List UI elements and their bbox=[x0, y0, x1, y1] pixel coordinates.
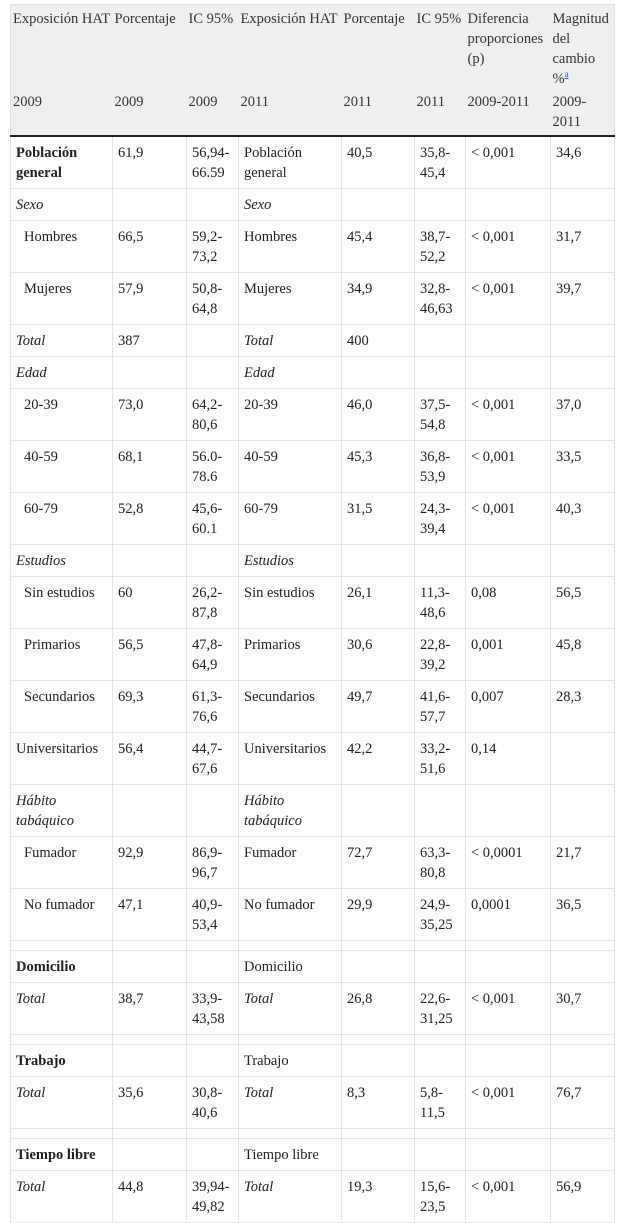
table-cell: Primarios bbox=[11, 629, 113, 681]
table-cell: 56,5 bbox=[551, 577, 615, 629]
table-cell: 61,3-76,6 bbox=[187, 681, 239, 733]
table-row bbox=[11, 357, 615, 389]
table-cell: 42,2 bbox=[342, 733, 415, 785]
table-cell: 41,6-57,7 bbox=[415, 681, 466, 733]
table-cell: 35,8-45,4 bbox=[415, 136, 466, 189]
table-cell: 36,8-53,9 bbox=[415, 441, 466, 493]
table-cell: Fumador bbox=[239, 837, 342, 889]
header-cell: IC 95% bbox=[187, 5, 239, 93]
table-cell: 56,5 bbox=[113, 629, 187, 681]
table-cell: 38,7 bbox=[113, 983, 187, 1035]
table-cell: 15,6-23,5 bbox=[415, 1171, 466, 1223]
table-cell bbox=[551, 733, 615, 785]
table-cell: Mujeres bbox=[11, 273, 113, 325]
table-cell bbox=[551, 1045, 615, 1077]
header-year-cell: 2011 bbox=[342, 92, 415, 136]
table-cell bbox=[466, 1035, 551, 1045]
table-cell: < 0,001 bbox=[466, 389, 551, 441]
table-cell bbox=[415, 545, 466, 577]
table-cell bbox=[239, 941, 342, 951]
table-cell: Domicilio bbox=[239, 951, 342, 983]
table-cell bbox=[187, 1035, 239, 1045]
table-cell: 68,1 bbox=[113, 441, 187, 493]
table-cell: 72,7 bbox=[342, 837, 415, 889]
table-cell: < 0,0001 bbox=[466, 837, 551, 889]
table-cell: 30,6 bbox=[342, 629, 415, 681]
footnote-link[interactable]: a bbox=[564, 69, 569, 80]
table-cell bbox=[187, 357, 239, 389]
table-cell bbox=[187, 545, 239, 577]
table-cell bbox=[415, 325, 466, 357]
table-cell bbox=[551, 1129, 615, 1139]
table-cell: < 0,001 bbox=[466, 221, 551, 273]
header-row-labels bbox=[11, 5, 615, 93]
table-cell bbox=[342, 1045, 415, 1077]
table-row bbox=[11, 889, 615, 941]
table-row bbox=[11, 1139, 615, 1171]
header-cell-magnitude bbox=[551, 5, 615, 93]
table-cell: 56.0-78.6 bbox=[187, 441, 239, 493]
header-row-years bbox=[11, 92, 615, 136]
table-row bbox=[11, 681, 615, 733]
table-cell: < 0,001 bbox=[466, 1171, 551, 1223]
table-cell: Edad bbox=[11, 357, 113, 389]
table-cell bbox=[466, 941, 551, 951]
table-cell: 47,1 bbox=[113, 889, 187, 941]
table-cell bbox=[187, 1129, 239, 1139]
table-cell: 86,9-96,7 bbox=[187, 837, 239, 889]
table-cell: 45,3 bbox=[342, 441, 415, 493]
table-cell: Total bbox=[11, 983, 113, 1035]
table-cell bbox=[466, 357, 551, 389]
table-cell: Estudios bbox=[239, 545, 342, 577]
table-row bbox=[11, 545, 615, 577]
table-cell bbox=[113, 785, 187, 837]
table-row bbox=[11, 837, 615, 889]
table-cell: 40-59 bbox=[239, 441, 342, 493]
table-cell bbox=[342, 189, 415, 221]
table-cell: 40-59 bbox=[11, 441, 113, 493]
table-cell: 40,9-53,4 bbox=[187, 889, 239, 941]
table-cell: 400 bbox=[342, 325, 415, 357]
table-cell: 64,2-80,6 bbox=[187, 389, 239, 441]
table-cell: 31,5 bbox=[342, 493, 415, 545]
table-row bbox=[11, 136, 615, 189]
table-cell bbox=[551, 545, 615, 577]
table-cell: 34,9 bbox=[342, 273, 415, 325]
table-cell: 56,4 bbox=[113, 733, 187, 785]
table-cell bbox=[551, 325, 615, 357]
table-cell bbox=[551, 189, 615, 221]
table-cell: < 0,001 bbox=[466, 493, 551, 545]
table-cell bbox=[113, 951, 187, 983]
table-row bbox=[11, 577, 615, 629]
table-cell: 39,94-49,82 bbox=[187, 1171, 239, 1223]
table-cell: Total bbox=[11, 1077, 113, 1129]
table-cell bbox=[11, 1035, 113, 1045]
table-row bbox=[11, 273, 615, 325]
table-cell: Estudios bbox=[11, 545, 113, 577]
table-cell: 45,4 bbox=[342, 221, 415, 273]
table-cell: 61,9 bbox=[113, 136, 187, 189]
table-cell: Población general bbox=[239, 136, 342, 189]
table-cell: 0,001 bbox=[466, 629, 551, 681]
header-year-cell: 2009-2011 bbox=[466, 92, 551, 136]
header-year-cell: 2009-2011 bbox=[551, 92, 615, 136]
table-cell: 49,7 bbox=[342, 681, 415, 733]
table-cell: 46,0 bbox=[342, 389, 415, 441]
table-cell: 50,8-64,8 bbox=[187, 273, 239, 325]
table-cell bbox=[113, 1035, 187, 1045]
table-row bbox=[11, 493, 615, 545]
table-cell: 44,7-67,6 bbox=[187, 733, 239, 785]
table-cell: 73,0 bbox=[113, 389, 187, 441]
table-header bbox=[11, 5, 615, 137]
table-cell: < 0,001 bbox=[466, 273, 551, 325]
table-cell: Total bbox=[239, 983, 342, 1035]
table-cell: 37,5-54,8 bbox=[415, 389, 466, 441]
table-cell bbox=[342, 1129, 415, 1139]
table-cell: Hábito tabáquico bbox=[239, 785, 342, 837]
table-cell: 56,9 bbox=[551, 1171, 615, 1223]
header-year-cell: 2011 bbox=[239, 92, 342, 136]
table-cell bbox=[113, 357, 187, 389]
table-cell: 92,9 bbox=[113, 837, 187, 889]
table-cell: 19,3 bbox=[342, 1171, 415, 1223]
table-cell: 57,9 bbox=[113, 273, 187, 325]
table-cell: Fumador bbox=[11, 837, 113, 889]
table-cell bbox=[551, 941, 615, 951]
table-cell bbox=[113, 1139, 187, 1171]
table-cell bbox=[187, 951, 239, 983]
table-cell bbox=[113, 545, 187, 577]
table-cell: Hombres bbox=[239, 221, 342, 273]
table-cell: No fumador bbox=[239, 889, 342, 941]
table-cell bbox=[466, 1129, 551, 1139]
table-cell: 30,7 bbox=[551, 983, 615, 1035]
table-cell bbox=[466, 325, 551, 357]
table-cell: < 0,001 bbox=[466, 1077, 551, 1129]
table-cell: 36,5 bbox=[551, 889, 615, 941]
table-row bbox=[11, 441, 615, 493]
table-cell: 20-39 bbox=[239, 389, 342, 441]
table-cell: 26,1 bbox=[342, 577, 415, 629]
table-cell bbox=[342, 1035, 415, 1045]
table-cell: 0,0001 bbox=[466, 889, 551, 941]
table-cell bbox=[11, 941, 113, 951]
table-cell bbox=[342, 1139, 415, 1171]
table-cell: 33,5 bbox=[551, 441, 615, 493]
table-cell: 35,6 bbox=[113, 1077, 187, 1129]
table-cell: Primarios bbox=[239, 629, 342, 681]
table-cell: 33,2-51,6 bbox=[415, 733, 466, 785]
header-cell: IC 95% bbox=[415, 5, 466, 93]
table-cell bbox=[187, 941, 239, 951]
table-cell: Total bbox=[239, 325, 342, 357]
table-cell bbox=[113, 941, 187, 951]
table-row bbox=[11, 785, 615, 837]
table-cell: 44,8 bbox=[113, 1171, 187, 1223]
table-cell bbox=[466, 951, 551, 983]
table-cell: 52,8 bbox=[113, 493, 187, 545]
header-year-cell: 2011 bbox=[415, 92, 466, 136]
table-cell bbox=[239, 1129, 342, 1139]
table-row bbox=[11, 983, 615, 1035]
table-cell: 63,3-80,8 bbox=[415, 837, 466, 889]
table-cell: Total bbox=[11, 1171, 113, 1223]
table-cell bbox=[187, 1045, 239, 1077]
table-cell bbox=[187, 189, 239, 221]
table-cell: 8,3 bbox=[342, 1077, 415, 1129]
table-cell bbox=[415, 1045, 466, 1077]
table-cell bbox=[415, 1139, 466, 1171]
table-row bbox=[11, 1077, 615, 1129]
table-cell: Universitarios bbox=[11, 733, 113, 785]
table-cell: No fumador bbox=[11, 889, 113, 941]
table-cell: 31,7 bbox=[551, 221, 615, 273]
table-cell bbox=[415, 189, 466, 221]
spacer-row bbox=[11, 1129, 615, 1139]
table-cell: 45,6-60.1 bbox=[187, 493, 239, 545]
header-cell: Porcentaje bbox=[342, 5, 415, 93]
table-cell: 45,8 bbox=[551, 629, 615, 681]
table-cell bbox=[415, 785, 466, 837]
table-cell: 60 bbox=[113, 577, 187, 629]
table-cell: < 0,001 bbox=[466, 983, 551, 1035]
table-cell: 29,9 bbox=[342, 889, 415, 941]
table-cell bbox=[415, 941, 466, 951]
header-cell: Exposición HAT bbox=[11, 5, 113, 93]
table-row bbox=[11, 1045, 615, 1077]
table-cell bbox=[466, 1045, 551, 1077]
table-cell: < 0,001 bbox=[466, 441, 551, 493]
table-cell bbox=[11, 1129, 113, 1139]
table-cell: Domicilio bbox=[11, 951, 113, 983]
table-cell bbox=[187, 785, 239, 837]
table-cell: 21,7 bbox=[551, 837, 615, 889]
header-year-cell: 2009 bbox=[113, 92, 187, 136]
table-cell: 5,8-11,5 bbox=[415, 1077, 466, 1129]
table-cell: 69,3 bbox=[113, 681, 187, 733]
table-cell bbox=[415, 357, 466, 389]
table-cell: 0,007 bbox=[466, 681, 551, 733]
table-cell: Hábito tabáquico bbox=[11, 785, 113, 837]
table-cell: 34,6 bbox=[551, 136, 615, 189]
table-cell bbox=[466, 785, 551, 837]
table-cell: Tiempo libre bbox=[239, 1139, 342, 1171]
table-cell bbox=[113, 189, 187, 221]
table-cell bbox=[466, 545, 551, 577]
header-cell: Porcentaje bbox=[113, 5, 187, 93]
table-cell: 56,94-66.59 bbox=[187, 136, 239, 189]
table-cell: Tiempo libre bbox=[11, 1139, 113, 1171]
header-cell: Diferencia proporciones (p) bbox=[466, 5, 551, 93]
table-cell: 37,0 bbox=[551, 389, 615, 441]
table-cell bbox=[415, 951, 466, 983]
header-cell: Exposición HAT bbox=[239, 5, 342, 93]
table-row bbox=[11, 389, 615, 441]
table-cell: 40,3 bbox=[551, 493, 615, 545]
table-cell: < 0,001 bbox=[466, 136, 551, 189]
table-cell: Secundarios bbox=[11, 681, 113, 733]
table-cell: 66,5 bbox=[113, 221, 187, 273]
table-cell bbox=[466, 189, 551, 221]
table-cell: 11,3-48,6 bbox=[415, 577, 466, 629]
table-cell: Hombres bbox=[11, 221, 113, 273]
table-cell bbox=[551, 951, 615, 983]
table-cell: 0,14 bbox=[466, 733, 551, 785]
table-cell: 33,9-43,58 bbox=[187, 983, 239, 1035]
table-cell: 24,3-39,4 bbox=[415, 493, 466, 545]
table-cell bbox=[415, 1035, 466, 1045]
table-cell bbox=[187, 1139, 239, 1171]
table-row bbox=[11, 189, 615, 221]
table-cell: Total bbox=[239, 1077, 342, 1129]
table-cell: 47,8-64,9 bbox=[187, 629, 239, 681]
spacer-row bbox=[11, 1035, 615, 1045]
table-cell: 387 bbox=[113, 325, 187, 357]
table-cell: Mujeres bbox=[239, 273, 342, 325]
table-cell: 40,5 bbox=[342, 136, 415, 189]
table-cell: 32,8-46,63 bbox=[415, 273, 466, 325]
table-cell: Universitarios bbox=[239, 733, 342, 785]
table-cell: 26,8 bbox=[342, 983, 415, 1035]
table-cell: Sin estudios bbox=[11, 577, 113, 629]
table-cell bbox=[342, 941, 415, 951]
table-cell bbox=[342, 785, 415, 837]
table-cell: Trabajo bbox=[239, 1045, 342, 1077]
table-cell: 59,2-73,2 bbox=[187, 221, 239, 273]
table-row bbox=[11, 221, 615, 273]
table-cell bbox=[113, 1045, 187, 1077]
table-row bbox=[11, 325, 615, 357]
data-table bbox=[10, 4, 615, 1223]
table-cell bbox=[187, 325, 239, 357]
table-cell bbox=[113, 1129, 187, 1139]
table-cell: 39,7 bbox=[551, 273, 615, 325]
table-cell bbox=[466, 1139, 551, 1171]
table-cell: 76,7 bbox=[551, 1077, 615, 1129]
table-cell bbox=[415, 1129, 466, 1139]
table-row bbox=[11, 951, 615, 983]
header-year-cell: 2009 bbox=[11, 92, 113, 136]
header-cell-text: Magnitud del cambio % bbox=[552, 11, 609, 87]
table-cell: Sin estudios bbox=[239, 577, 342, 629]
table-cell: 26,2-87,8 bbox=[187, 577, 239, 629]
table-cell bbox=[342, 951, 415, 983]
spacer-row bbox=[11, 941, 615, 951]
table-cell: Secundarios bbox=[239, 681, 342, 733]
table-row bbox=[11, 629, 615, 681]
table-cell: 38,7-52,2 bbox=[415, 221, 466, 273]
table-cell: 22,6-31,25 bbox=[415, 983, 466, 1035]
table-cell bbox=[239, 1035, 342, 1045]
table-cell bbox=[342, 545, 415, 577]
table-body bbox=[11, 136, 615, 1223]
table-row bbox=[11, 733, 615, 785]
table-cell: Total bbox=[239, 1171, 342, 1223]
table-cell: 28,3 bbox=[551, 681, 615, 733]
table-row bbox=[11, 1171, 615, 1223]
table-cell: Total bbox=[11, 325, 113, 357]
header-year-cell: 2009 bbox=[187, 92, 239, 136]
table-cell: 24,9-35,25 bbox=[415, 889, 466, 941]
table-cell: Población general bbox=[11, 136, 113, 189]
table-cell bbox=[551, 357, 615, 389]
table-cell: Sexo bbox=[239, 189, 342, 221]
table-cell: Edad bbox=[239, 357, 342, 389]
table-cell: Trabajo bbox=[11, 1045, 113, 1077]
table-cell: Sexo bbox=[11, 189, 113, 221]
table-cell bbox=[342, 357, 415, 389]
table-cell: 60-79 bbox=[239, 493, 342, 545]
table-cell: 22,8-39,2 bbox=[415, 629, 466, 681]
table-cell: 30,8-40,6 bbox=[187, 1077, 239, 1129]
table-cell: 0,08 bbox=[466, 577, 551, 629]
table-cell: 20-39 bbox=[11, 389, 113, 441]
table-cell bbox=[551, 785, 615, 837]
table-cell bbox=[551, 1139, 615, 1171]
table-cell bbox=[551, 1035, 615, 1045]
table-cell: 60-79 bbox=[11, 493, 113, 545]
